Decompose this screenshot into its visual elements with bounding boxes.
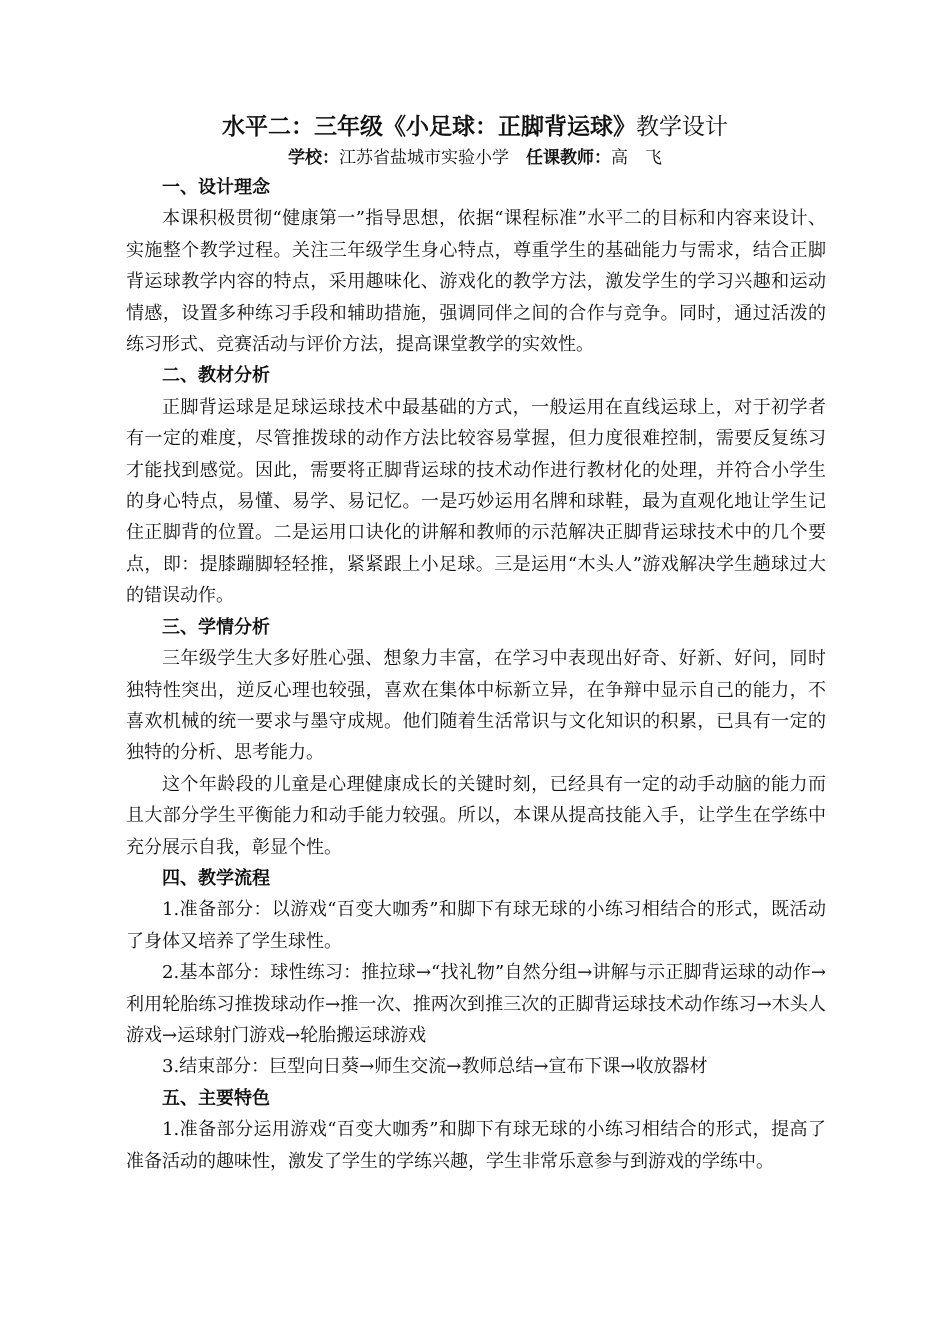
- section-paragraph: 1.准备部分：以游戏“百变大咖秀”和脚下有球无球的小练习相结合的形式，既活动了身体又培养了学生球性。: [126, 899, 826, 952]
- title-suffix: 教学设计: [636, 114, 728, 140]
- teacher-label: 任课教师：: [526, 148, 611, 168]
- section-heading: 三、学情分析: [162, 616, 270, 638]
- section-paragraph: 3.结束部分：巨型向日葵→师生交流→教师总结→宣布下课→收放器材: [162, 1056, 708, 1078]
- section-heading: 五、主要特色: [162, 1087, 270, 1109]
- document-title: [0, 111, 950, 143]
- school-label: 学校：: [288, 148, 339, 168]
- section-paragraph: 正脚背运球是足球运球技术中最基础的方式，一般运用在直线运球上，对于初学者有一定的难度，尽管推拨球的动作方法比较容易掌握，但力度很难控制，需要反复练习才能找到感觉。因此，需要将正脚背运球的技术动作进行教材化的处理，并符合小学生的身心特点，易懂、易学、易记忆。一是巧妙运用名牌和球鞋，最为直观化地让学生记住正脚背的位置。二是运用口诀化的讲解和教师的示范解决正脚背运球技术中的几个要点，即：提膝蹦脚轻轻推，紧紧跟上小足球。三是运用“木头人”游戏解决学生趟球过大的错误动作。: [126, 396, 826, 607]
- teacher-name: 高 飞: [611, 148, 662, 168]
- school-name: 江苏省盐城市实验小学: [339, 148, 509, 168]
- section-heading: 四、教学流程: [162, 867, 270, 889]
- section-paragraph: 本课积极贯彻“健康第一”指导思想，依据“课程标准”水平二的目标和内容来设计、实施整个教学过程。关注三年级学生身心特点，尊重学生的基础能力与需求，结合正脚背运球教学内容的特点，采用趣味化、游戏化的教学方法，激发学生的学习兴趣和运动情感，设置多种练习手段和辅助措施，强调同伴之间的合作与竞争。同时，通过活泼的练习形式、竞赛活动与评价方法，提高课堂教学的实效性。: [126, 208, 826, 356]
- section-paragraph: 三年级学生大多好胜心强、想象力丰富，在学习中表现出好奇、好新、好问，同时独特性突出，逆反心理也较强，喜欢在集体中标新立异，在争辩中显示自己的能力，不喜欢机械的统一要求与墨守成规。他们随着生活常识与文化知识的积累，已具有一定的独特的分析、思考能力。: [126, 648, 826, 764]
- title-main: 水平二：三年级《小足球：正脚背运球》: [222, 113, 636, 140]
- document-subtitle: [0, 146, 950, 170]
- section-paragraph: 1.准备部分运用游戏“百变大咖秀”和脚下有球无球的小练习相结合的形式，提高了准备活动的趣味性，激发了学生的学练兴趣，学生非常乐意参与到游戏的学练中。: [126, 1119, 826, 1172]
- document-body: [126, 172, 826, 1177]
- section-paragraph: 这个年龄段的儿童是心理健康成长的关键时刻，已经具有一定的动手动脑的能力而且大部分学生平衡能力和动手能力较强。所以，本课从提高技能入手，让学生在学练中充分展示自我，彰显个性。: [126, 773, 826, 858]
- section-heading: 二、教材分析: [162, 365, 270, 387]
- section-paragraph: 2.基本部分：球性练习：推拉球→“找礼物”自然分组→讲解与示正脚背运球的动作→利用轮胎练习推拨球动作→推一次、推两次到推三次的正脚背运球技术动作练习→木头人游戏→运球射门游戏→轮胎搬运球游戏: [126, 962, 826, 1046]
- section-heading: 一、设计理念: [162, 177, 270, 198]
